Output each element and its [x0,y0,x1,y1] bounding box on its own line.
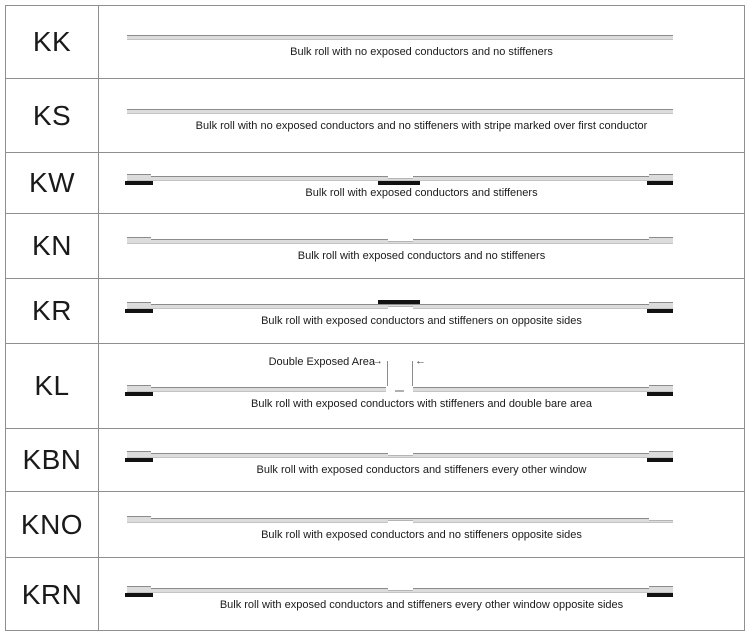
roll-diagram [127,171,673,186]
stiffener-mark [125,181,153,185]
roll-type-code: KS [32,99,72,131]
row-diagram-cell [99,6,744,78]
roll-type-code: KRN [21,578,83,610]
exposed-window-mark [388,587,413,591]
table-row [6,153,744,214]
row-diagram-cell [99,492,744,557]
row-code-cell [6,492,99,557]
row-code-cell [6,558,99,631]
roll-type-code: KN [32,230,72,261]
roll-diagram [127,513,673,528]
row-code-cell [6,153,99,213]
row-diagram-cell [99,79,744,152]
table-row [6,344,744,429]
stiffener-mark [647,458,673,462]
roll-type-code: KK [32,26,72,57]
table-row [6,558,744,631]
row-code-cell [6,6,99,78]
stiffener-mark [647,593,673,597]
exposed-end-mark [127,237,151,241]
roll-type-code: KBN [22,444,82,475]
stiffener-mark [125,458,153,462]
exposed-end-mark [127,174,151,178]
row-code-cell [6,344,99,428]
row-diagram-cell [99,344,744,428]
table-row [6,214,744,279]
row-diagram-cell [99,214,744,278]
row-diagram-cell [99,558,744,631]
roll-type-code: KL [34,370,70,401]
exposed-window-mark [388,238,413,242]
dimension-arrow-left-icon [415,355,426,367]
exposed-end-mark [127,516,151,520]
row-diagram-cell [99,153,744,213]
exposed-end-mark [649,451,673,455]
exposed-window-mark [386,386,413,394]
row-description: Bulk roll with exposed conductors and stiffeners [305,187,538,199]
roll-bar [127,109,673,114]
dimension-line [412,361,413,387]
stiffener-mark [125,593,153,597]
stiffener-mark [647,181,673,185]
exposed-end-mark [649,302,673,306]
row-description: Bulk roll with exposed conductors and stiffeners every other window [256,464,587,476]
roll-diagram [127,448,673,463]
stiffener-mark [647,392,673,396]
roll-type-code: KW [28,167,76,198]
exposed-window-mark [388,306,413,310]
exposed-end-mark [127,586,151,590]
table-row [6,6,744,79]
roll-diagram [127,356,673,397]
row-code-cell [6,429,99,491]
row-description: Bulk roll with exposed conductors and no stiffeners opposite sides [261,528,582,541]
exposed-end-mark [649,517,673,521]
exposed-end-mark [649,385,673,389]
row-description: Bulk roll with exposed conductors and stiffeners every other window opposite sides [219,598,624,611]
stiffener-mark [125,392,153,396]
table-row [6,79,744,153]
stiffener-mark [647,309,673,313]
exposed-end-mark [127,451,151,455]
exposed-end-mark [649,237,673,241]
row-code-cell [6,279,99,343]
row-code-cell [6,214,99,278]
stiffener-mark [378,300,420,304]
roll-diagram [127,583,673,598]
roll-type-code: KNO [20,508,84,540]
roll-diagram [127,30,673,45]
stiffener-mark [125,309,153,313]
row-diagram-cell [99,279,744,343]
row-code-cell [6,79,99,152]
table-row [6,429,744,492]
row-description: Bulk roll with exposed conductors and stiffeners on opposite sides [261,315,582,327]
row-diagram-cell [99,429,744,491]
exposed-end-mark [127,302,151,306]
roll-bar [127,35,673,40]
row-description: Bulk roll with no exposed conductors and no stiffeners with stripe marked over first conductor [195,119,648,132]
exposed-end-mark [649,586,673,590]
exposed-window-mark [388,520,413,524]
double-exposed-callout [127,356,673,382]
roll-type-code: KR [32,295,72,326]
roll-diagram [127,104,673,119]
roll-diagram [127,299,673,314]
exposed-window-mark [388,175,413,179]
exposed-end-mark [649,174,673,178]
dimension-arrow-right-icon [372,355,383,367]
roll-diagram [127,234,673,249]
callout-label: Double Exposed Area [268,356,375,368]
roll-type-table [5,5,745,631]
stiffener-mark [378,181,420,185]
exposed-end-mark [127,385,151,389]
exposed-window-mark [388,452,413,456]
row-description: Bulk roll with exposed conductors with stiffeners and double bare area [251,398,592,410]
table-row [6,492,744,558]
row-description: Bulk roll with exposed conductors and no stiffeners [297,250,546,262]
table-row [6,279,744,344]
dimension-line [387,361,388,387]
row-description: Bulk roll with no exposed conductors and no stiffeners [290,46,553,58]
